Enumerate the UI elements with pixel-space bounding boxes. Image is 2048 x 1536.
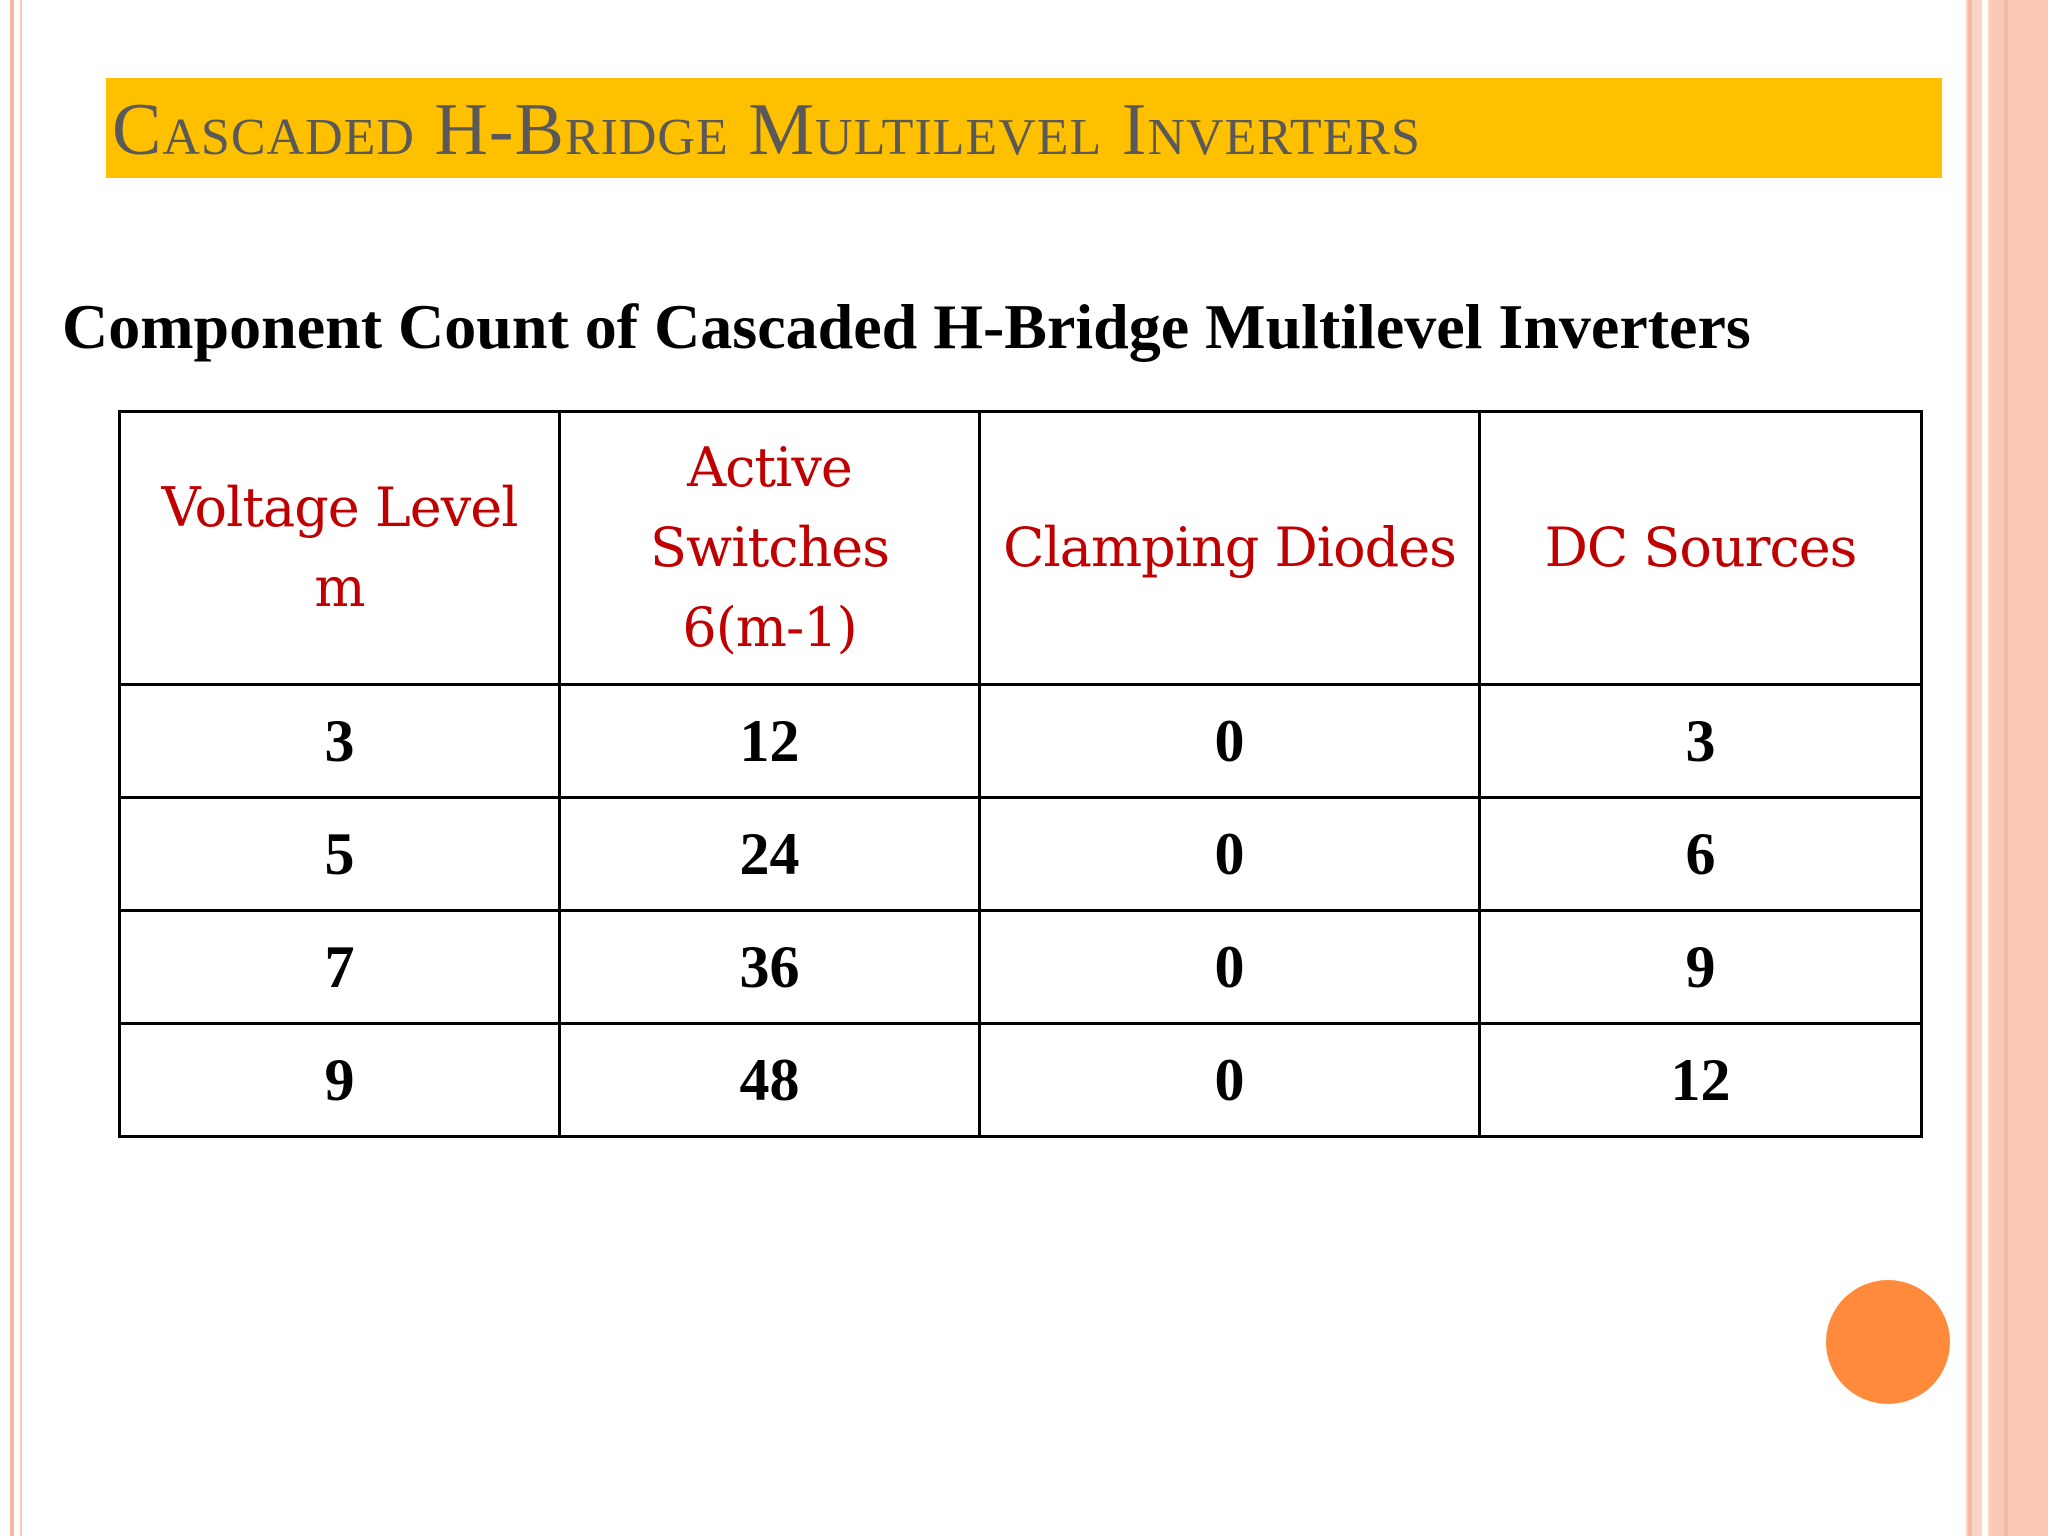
table-row (120, 685, 1922, 798)
table-header-row (120, 412, 1922, 685)
cell-active-switches: 48 (560, 1024, 980, 1137)
cell-active-switches: 12 (560, 685, 980, 798)
header-clamping-diodes (980, 412, 1480, 685)
cell-voltage-level: 5 (120, 798, 560, 911)
cell-active-switches: 36 (560, 911, 980, 1024)
cell-clamping-diodes: 0 (980, 798, 1480, 911)
cell-voltage-level: 9 (120, 1024, 560, 1137)
table-row (120, 1024, 1922, 1137)
cell-voltage-level: 3 (120, 685, 560, 798)
header-voltage-level (120, 412, 560, 685)
cell-dc-sources: 6 (1480, 798, 1922, 911)
cell-clamping-diodes: 0 (980, 911, 1480, 1024)
component-count-table (118, 410, 1923, 1138)
header-voltage-level-label: Voltage Level (161, 476, 518, 539)
slide-title: Cascaded H-Bridge Multilevel Inverters (112, 89, 1421, 171)
header-active-switches-label: Active Switches (650, 436, 889, 579)
cell-dc-sources: 3 (1480, 685, 1922, 798)
header-voltage-level-sub: m (314, 556, 365, 619)
header-active-switches (560, 412, 980, 685)
header-dc-sources (1480, 412, 1922, 685)
cell-dc-sources: 12 (1480, 1024, 1922, 1137)
cell-dc-sources: 9 (1480, 911, 1922, 1024)
table-row (120, 911, 1922, 1024)
orange-circle-decoration (1826, 1280, 1950, 1404)
header-dc-sources-label: DC Sources (1544, 516, 1857, 579)
left-border-rule-thin (20, 0, 22, 1536)
cell-active-switches: 24 (560, 798, 980, 911)
right-decorative-border (1960, 0, 2048, 1536)
header-active-switches-sub: 6(m-1) (682, 596, 857, 659)
cell-clamping-diodes: 0 (980, 685, 1480, 798)
table-row (120, 798, 1922, 911)
left-border-rule (10, 0, 14, 1536)
table-caption: Component Count of Cascaded H-Bridge Multilevel Inverters (62, 291, 1751, 362)
cell-clamping-diodes: 0 (980, 1024, 1480, 1137)
header-clamping-diodes-label: Clamping Diodes (1003, 516, 1456, 579)
cell-voltage-level: 7 (120, 911, 560, 1024)
